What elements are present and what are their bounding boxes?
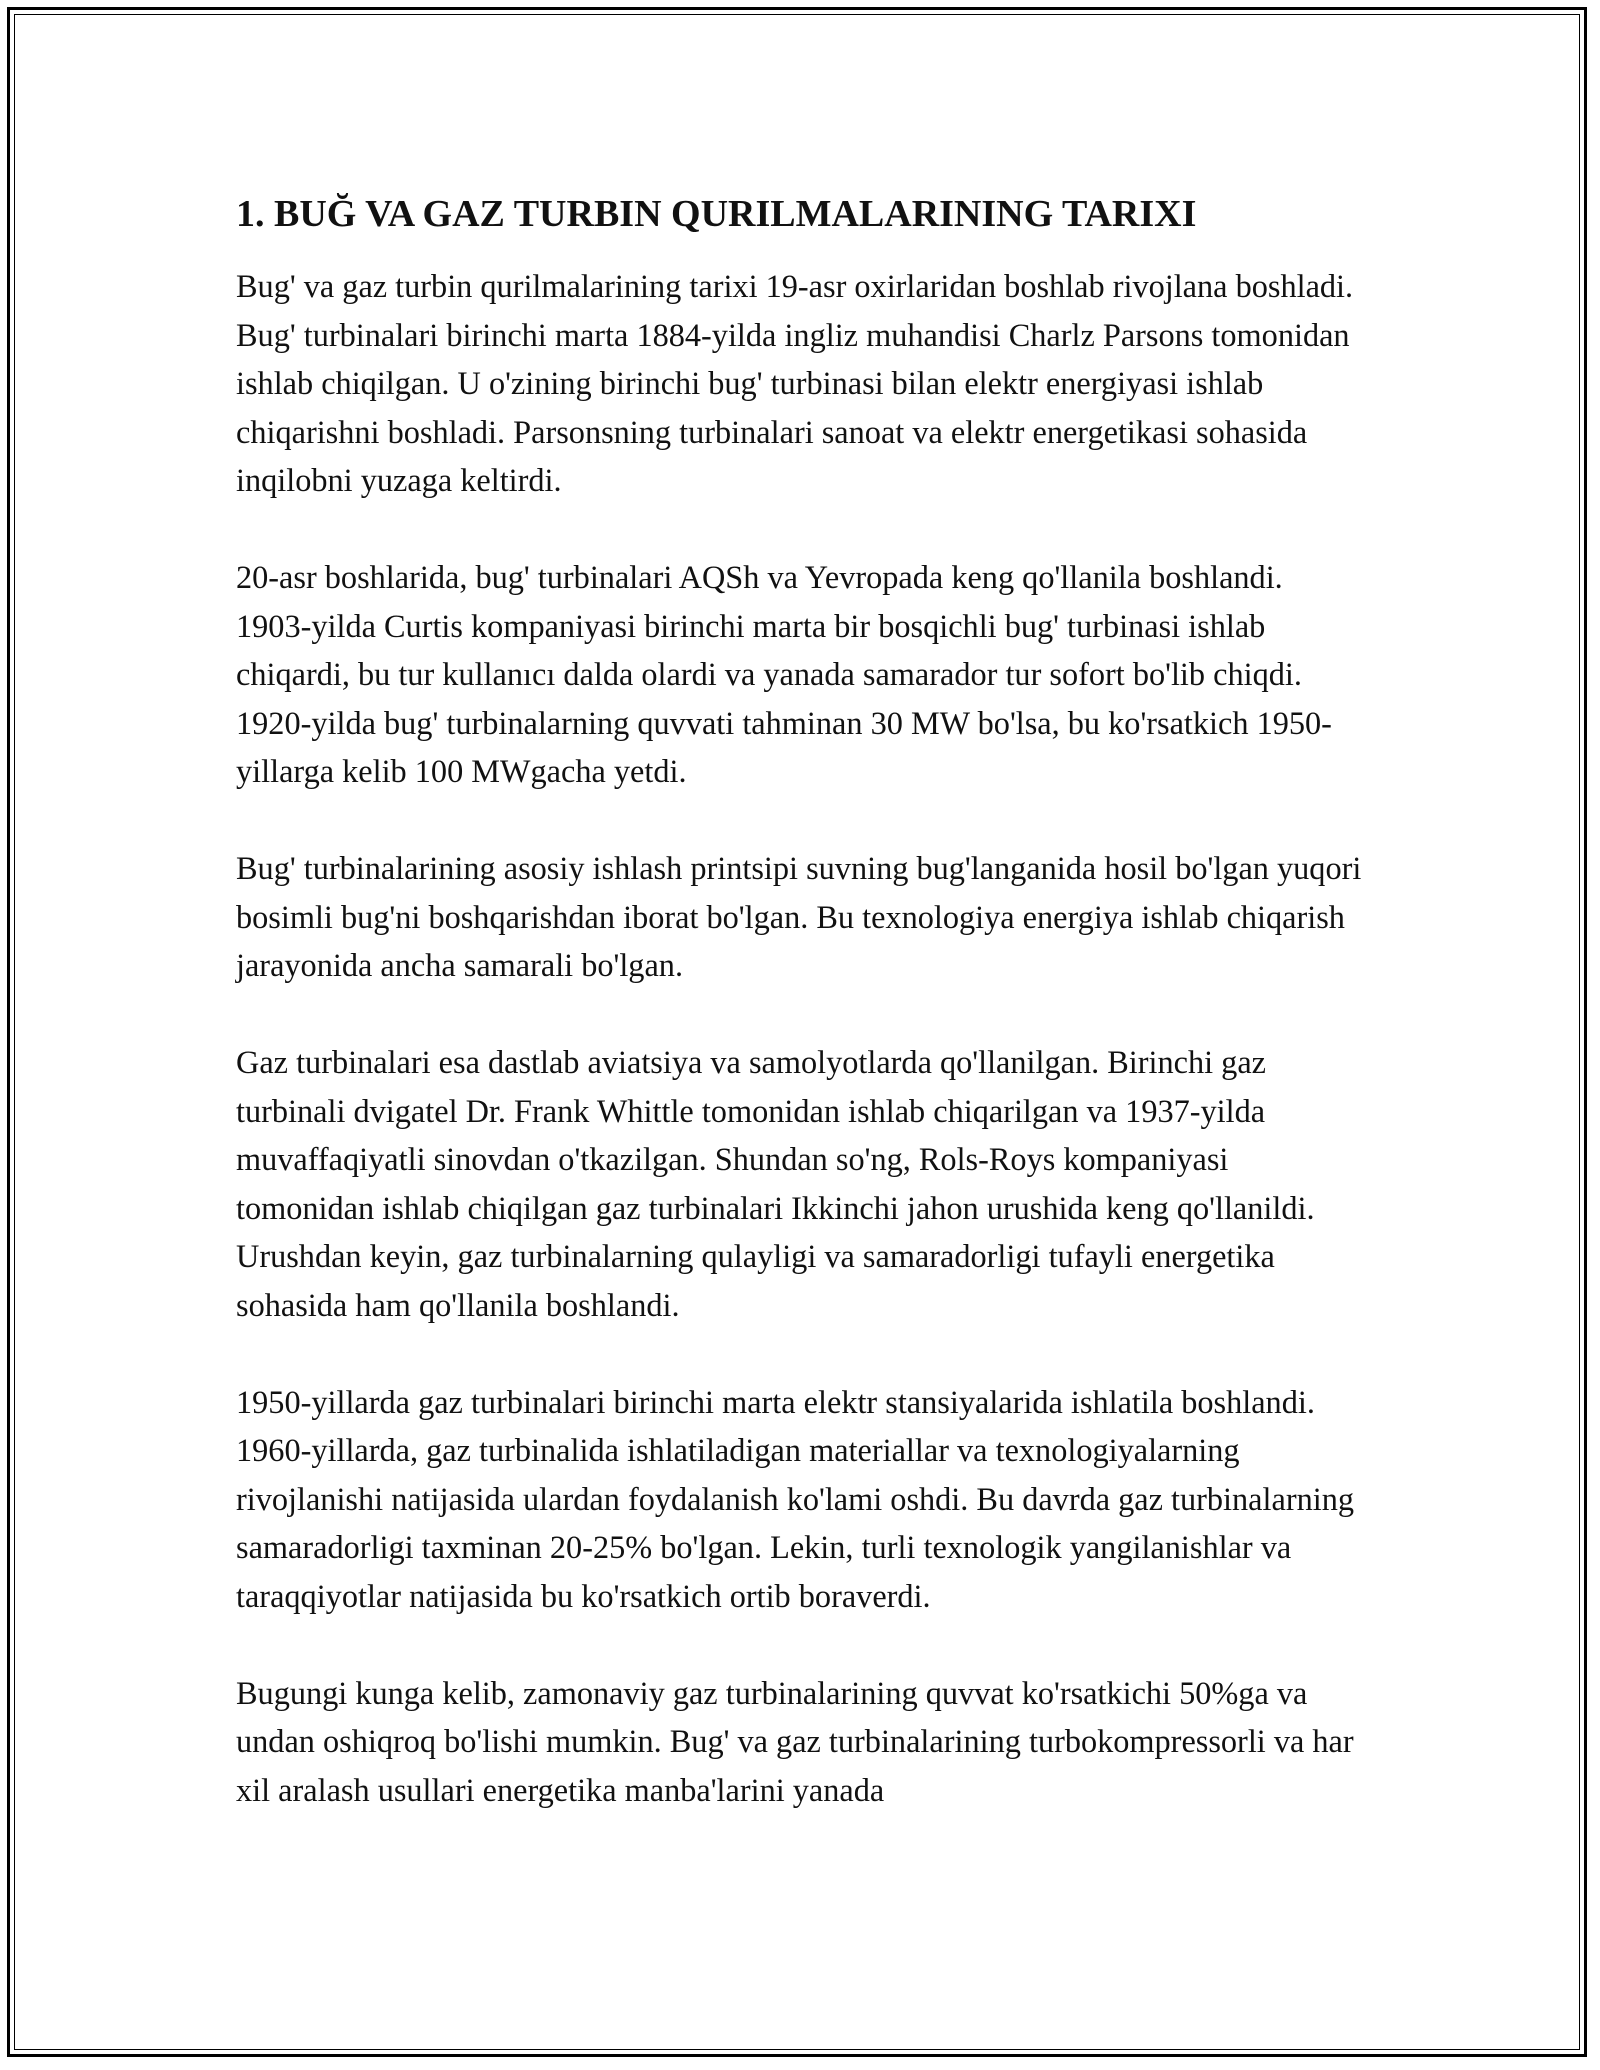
- paragraph-4: Gaz turbinalari esa dastlab aviatsiya va samolyotlarda qo'llanilgan. Birinchi gaz turbinali dvigatel Dr. Frank Whittle tomonidan ishlab chiqarilgan va 1937-yilda muvaffaqiyatli sinovdan o'tkazilgan. Shundan so'ng, Rols-Roys kompaniyasi tomonidan ishlab chiqilgan gaz turbinalari Ikkinchi jahon urushida keng qo'llanildi. Urushdan keyin, gaz turbinalarning qulayligi va samaradorligi tufayli energetika sohasida ham qo'llanila boshlandi.: [236, 1044, 1315, 1323]
- paragraph-6: Bugungi kunga kelib, zamonaviy gaz turbinalarining quvvat ko'rsatkichi 50%ga va undan oshiqroq bo'lishi mumkin. Bug' va gaz turbinalarining turbokompressorli va har xil aralash usullari energetika manba'larini yanada: [236, 1674, 1354, 1808]
- paragraph-1: Bug' va gaz turbin qurilmalarining tarixi 19-asr oxirlaridan boshlab rivojlana boshladi. Bug' turbinalari birinchi marta 1884-yilda ingliz muhandisi Charlz Parsons tomonidan ishlab chiqilgan. U o'zining birinchi bug' turbinasi bilan elektr energiyasi ishlab chiqarishni boshladi. Parsonsning turbinalari sanoat va elektr energetikasi sohasida inqilobni yuzaga keltirdi.: [236, 268, 1354, 498]
- paragraph-3: Bug' turbinalarining asosiy ishlash printsipi suvning bug'langanida hosil bo'lgan yuqori bosimli bug'ni boshqarishdan iborat bo'lgan. Bu texnologiya energiya ishlab chiqarish jarayonida ancha samarali bo'lgan.: [236, 850, 1362, 983]
- document-body: [236, 186, 1366, 1863]
- paragraph-5: 1950-yillarda gaz turbinalari birinchi marta elektr stansiyalarida ishlatila boshlandi. 1960-yillarda, gaz turbinalida ishlatiladigan materiallar va texnologiyalarning rivojlanishi natijasida ulardan foydalanish ko'lami oshdi. Bu davrda gaz turbinalarning samaradorligi taxminan 20-25% bo'lgan. Lekin, turli texnologik yangilanishlar va taraqqiyotlar natijasida bu ko'rsatkich ortib boraverdi.: [236, 1383, 1354, 1614]
- paragraph-2: 20-asr boshlarida, bug' turbinalari AQSh va Yevropada keng qo'llanila boshlandi. 1903-yilda Curtis kompaniyasi birinchi marta bir bosqichli bug' turbinasi ishlab chiqardi, bu tur kullanıcı dalda olardi va yanada samarador tur sofort bo'lib chiqdi. 1920-yilda bug' turbinalarning quvvati tahminan 30 MW bo'lsa, bu ko'rsatkich 1950-yillarga kelib 100 MWgacha yetdi.: [236, 559, 1332, 789]
- document-title: 1. BUĞ VA GAZ TURBIN QURILMALARINING TARIXI: [236, 193, 1197, 235]
